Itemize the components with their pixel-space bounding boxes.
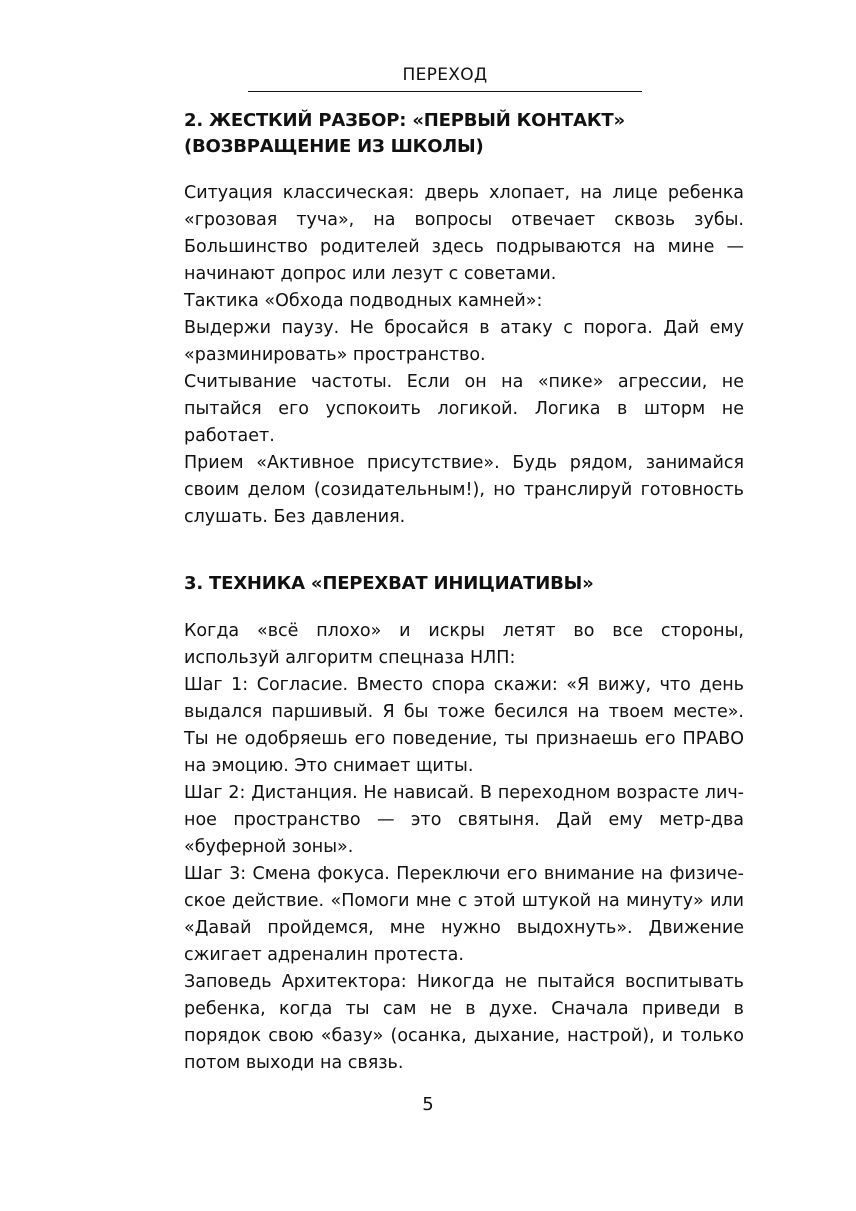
- section-2-paragraph-2: Тактика «Обхода подводных камней»:: [184, 291, 543, 311]
- section-3-paragraph-3: Шаг 2: Дистанция. Не нависай. В переходном возрасте личное пространство — это святыня. Дай ему метр-два «буферной зоны».: [184, 783, 744, 857]
- header-rule: [248, 91, 642, 92]
- section-2-heading-line-1: 2. ЖЕСТКИЙ РАЗБОР: «ПЕРВЫЙ КОНТАКТ»: [184, 110, 625, 131]
- section-2-paragraph-4: Считывание частоты. Если он на «пике» агрессии, не пытайся его успокоить логикой. Логика в шторм не работает.: [184, 372, 744, 446]
- section-2-heading: [184, 108, 744, 160]
- section-2-paragraph-1: Ситуация классическая: дверь хлопает, на лице ребенка «грозовая туча», на вопросы отвечает сквозь зубы. Большинство родителей здесь подрываются на мине — начинают допрос или лезут с советами.: [184, 183, 744, 284]
- page-body: [184, 108, 744, 1077]
- section-3-paragraph-1: Когда «всё плохо» и искры летят во все стороны, используй алгоритм спецназа НЛП:: [184, 621, 744, 668]
- section-2-paragraph-5: Прием «Активное присутствие». Будь рядом, занимайся своим делом (созидательным!), но транслируй готовность слушать. Без давления.: [184, 453, 744, 527]
- section-2-heading-line-2: (ВОЗВРАЩЕНИЕ ИЗ ШКОЛЫ): [184, 136, 484, 157]
- page-number: 5: [422, 1094, 434, 1115]
- section-3-heading: 3. ТЕХНИКА «ПЕРЕХВАТ ИНИЦИАТИВЫ»: [184, 573, 594, 594]
- running-header: ПЕРЕХОД: [402, 65, 488, 85]
- section-3-paragraph-5: Заповедь Архитектора: Никогда не пытайся воспитывать ребенка, когда ты сам не в духе. Сначала приведи в порядок свою «базу» (осанка, дыхание, настрой), и только потом выходи на связь.: [184, 972, 744, 1073]
- section-3-paragraph-2: Шаг 1: Согласие. Вместо спора скажи: «Я вижу, что день выдался паршивый. Я бы тоже бесился на твоем месте». Ты не одобряешь его поведение, ты признаешь его ПРАВО на эмоцию. Это снимает щиты.: [184, 675, 744, 776]
- section-2-paragraph-3: Выдержи паузу. Не бросайся в атаку с порога. Дай ему «разминировать» пространство.: [184, 318, 744, 365]
- section-3-paragraph-4: Шаг 3: Смена фокуса. Переключи его внимание на физическое действие. «Помоги мне с этой штукой на минуту» или «Давай пройдемся, мне нужно выдохнуть». Движение сжигает адреналин протеста.: [184, 864, 744, 965]
